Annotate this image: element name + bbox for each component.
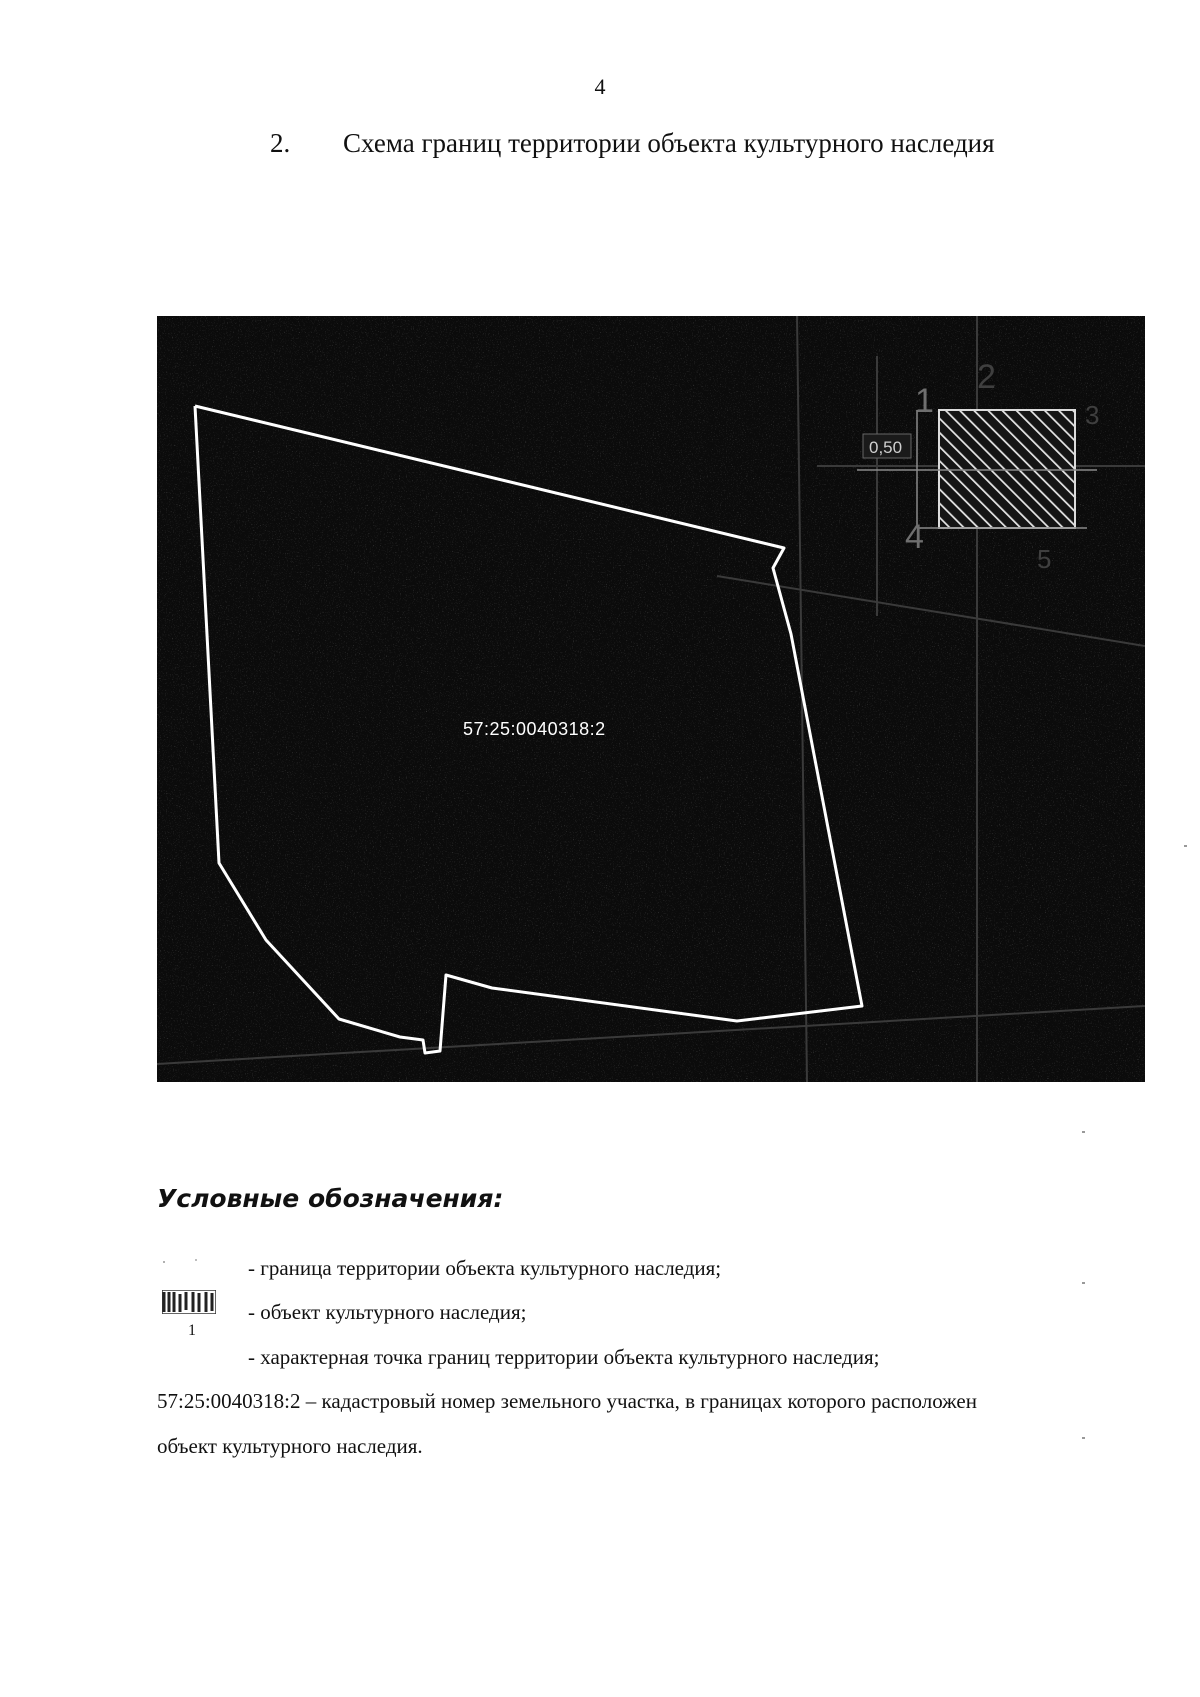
scan-speck <box>1082 1437 1085 1439</box>
legend-title: Условные обозначения: <box>157 1184 504 1213</box>
scale-label-text: 0,50 <box>869 438 903 457</box>
scan-speck <box>1082 1282 1085 1284</box>
page-number: 4 <box>594 74 606 99</box>
point-number-symbol: 1 <box>188 1322 196 1339</box>
point-label-1: 1 <box>915 382 934 420</box>
scale-label <box>863 434 911 458</box>
hatched-object-symbol <box>162 1290 216 1314</box>
cadastral-description: 57:25:0040318:2 – кадастровый номер земельного участка, в границах которого расположен <box>157 1389 977 1413</box>
point-label-3: 3 <box>1085 400 1100 430</box>
heritage-object-hatched <box>939 410 1075 528</box>
section-number: 2. <box>270 128 291 158</box>
cadastral-description-cont: объект культурного наследия. <box>157 1434 423 1458</box>
scan-speck <box>1082 1131 1085 1133</box>
point-label-5: 5 <box>1037 544 1052 574</box>
cadastral-number-label: 57:25:0040318:2 <box>463 719 606 739</box>
point-label-4: 4 <box>905 518 924 556</box>
boundary-scheme-map <box>157 316 1145 1082</box>
legend-item-boundary: - граница территории объекта культурного наследия; <box>248 1256 722 1280</box>
legend-item-point: - характерная точка границ территории объекта культурного наследия; <box>248 1345 880 1369</box>
section-title: Схема границ территории объекта культурного наследия <box>343 128 995 158</box>
scan-speck <box>1184 845 1187 847</box>
point-label-2: 2 <box>977 358 996 396</box>
boundary-line-symbol <box>160 1258 202 1268</box>
legend-item-object: - объект культурного наследия; <box>248 1300 527 1324</box>
